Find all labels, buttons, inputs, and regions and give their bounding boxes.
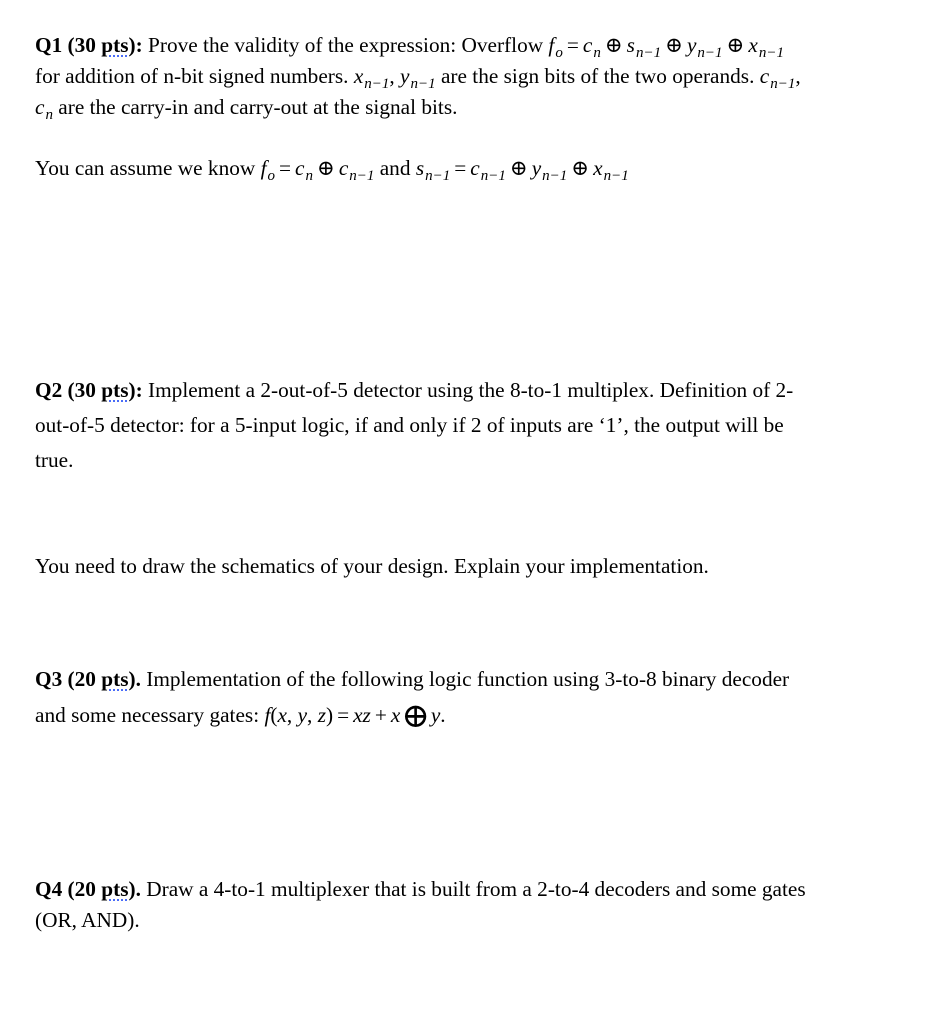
q4-label: Q4 (20 pts). <box>35 877 141 901</box>
q2-line-3: true. <box>35 448 74 472</box>
q2-instruction: You need to draw the schematics of your design. Explain your implementation. <box>35 554 709 578</box>
q1-line-1: Q1 (30 pts): Prove the validity of the expression: Overflow $f_o = c_n$ ⊕ $s_{n-1}$ ⊕ $y_{n-1}$ ⊕ $x_{n-1}$ <box>35 33 784 61</box>
q3-line-2: and some necessary gates: f(x, y, z) = xz + x⊕y. <box>35 698 446 735</box>
q3-label: Q3 (20 pts). <box>35 667 141 691</box>
q3-function: f <box>264 703 271 727</box>
q1-assumption: You can assume we know $f_o = c_n$ ⊕ $c_{n-1}$ and $s_{n-1} = c_{n-1}$ ⊕ $y_{n-1}$ ⊕ $x_{n-1}$ <box>35 156 629 184</box>
q4-line-2: (OR, AND). <box>35 908 140 932</box>
q3-line-1: Q3 (20 pts). Implementation of the following logic function using 3-to-8 binary decoder <box>35 667 790 691</box>
overflow-equation: $f_o = c_n$ ⊕ $s_{n-1}$ ⊕ $y_{n-1}$ ⊕ $x_{n-1}$ <box>548 33 784 61</box>
q2-label: Q2 (30 pts): <box>35 378 143 402</box>
q2-line-1: Q2 (30 pts): Implement a 2-out-of-5 detector using the 8-to-1 multiplex. Definition of 2- <box>35 378 794 402</box>
q2-line-2: out-of-5 detector: for a 5-input logic, if and only if 2 of inputs are ‘1’, the output will be <box>35 413 784 437</box>
q1-label: Q1 (30 pts): <box>35 33 143 57</box>
xor-symbol: ⊕ <box>401 698 430 735</box>
q1-line-2: for addition of n-bit signed numbers. $x_{n-1}$, $y_{n-1}$ are the sign bits of the two operands. $c_{n-1}$, <box>35 64 801 92</box>
q4-line-1: Q4 (20 pts). Draw a 4-to-1 multiplexer that is built from a 2-to-4 decoders and some gates <box>35 877 806 901</box>
q1-line-3: $c_n$ are the carry-in and carry-out at the signal bits. <box>35 95 458 123</box>
